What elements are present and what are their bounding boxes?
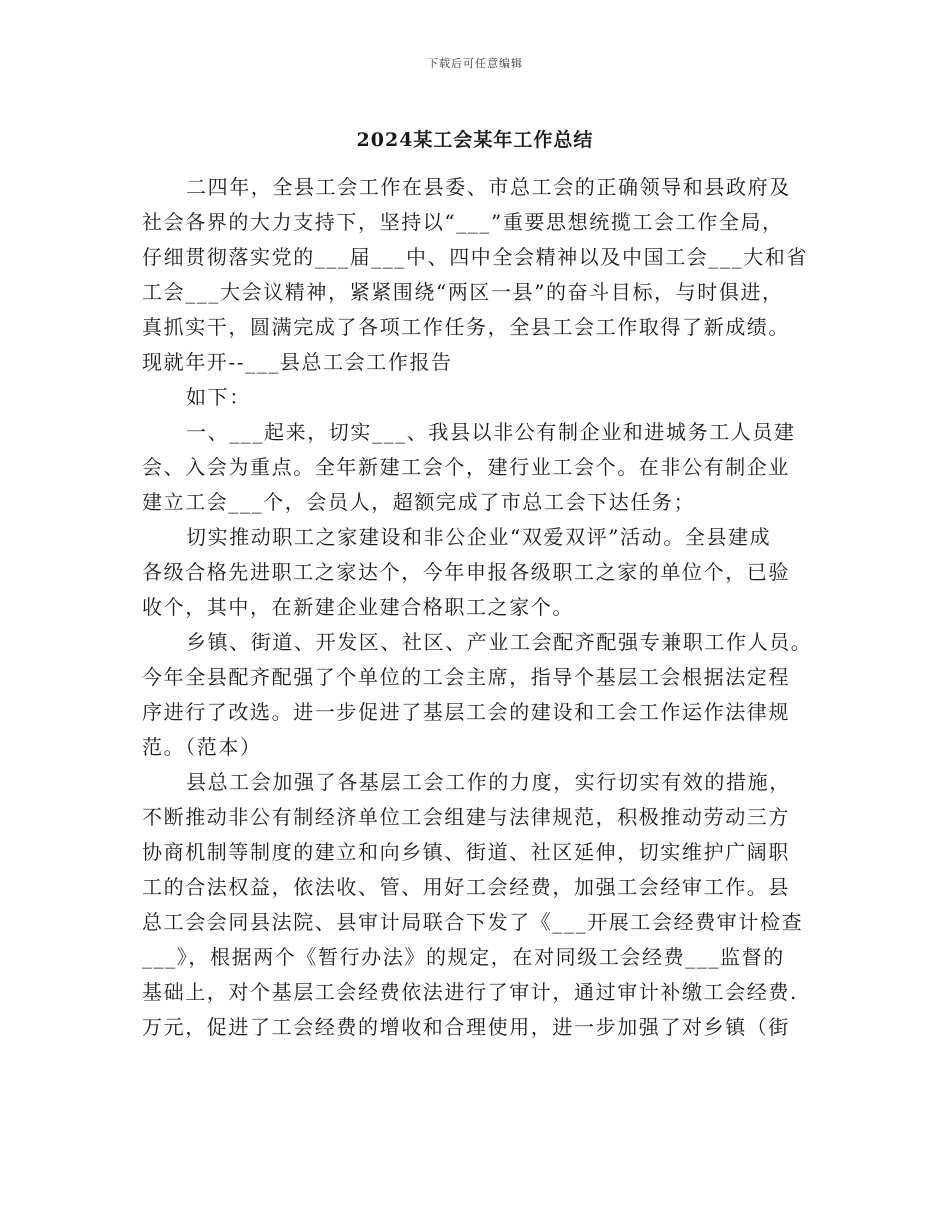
text-line: 一、___起来，切实___、我县以非公有制企业和进城务工人员建 xyxy=(186,420,796,444)
text-line: 各级合格先进职工之家达个，今年申报各级职工之家的单位个，已验 xyxy=(142,560,790,584)
text-line: 如下： xyxy=(186,385,251,409)
text-line: 范。（范本） xyxy=(142,735,262,759)
text-line: 社会各界的大力支持下，坚持以“___”重要思想统揽工会工作全局， xyxy=(142,210,784,234)
text-line: 建立工会___个，会员人，超额完成了市总工会下达任务； xyxy=(142,490,696,514)
text-line: 万元，促进了工会经费的增收和合理使用，进一步加强了对乡镇（街 xyxy=(142,1015,790,1039)
text-line: 今年全县配齐配强了个单位的工会主席，指导个基层工会根据法定程 xyxy=(142,665,790,689)
text-line: 会、入会为重点。全年新建工会个，建行业工会个。在非公有制企业 xyxy=(142,455,790,479)
text-line: 现就年开--___县总工会工作报告 xyxy=(142,350,453,374)
text-line: 协商机制等制度的建立和向乡镇、街道、社区延伸，切实维护广阔职 xyxy=(142,840,790,864)
text-line: 基础上，对个基层工会经费依法进行了审计，通过审计补缴工会经费. xyxy=(142,980,798,1004)
text-line: 仔细贯彻落实党的___届___中、四中全会精神以及中国工会___大和省 xyxy=(142,245,808,269)
text-line: 乡镇、街道、开发区、社区、产业工会配齐配强专兼职工作人员。 xyxy=(186,630,813,654)
text-line: 二四年，全县工会工作在县委、市总工会的正确领导和县政府及 xyxy=(186,175,791,199)
header-note: 下载后可任意编辑 xyxy=(427,57,523,70)
document-body xyxy=(142,170,814,1045)
text-line: ___》，根据两个《暂行办法》的规定，在对同级工会经费___监督的 xyxy=(142,945,785,969)
text-line: 总工会会同县法院、县审计局联合下发了《___开展工会经费审计检查 xyxy=(142,910,804,934)
text-line: 工会___大会议精神，紧紧围绕“两区一县”的奋斗目标，与时俱进， xyxy=(142,280,784,304)
text-line: 工的合法权益，依法收、管、用好工会经费，加强工会经审工作。县 xyxy=(142,875,790,899)
text-line: 不断推动非公有制经济单位工会组建与法律规范，积极推动劳动三方 xyxy=(142,805,790,829)
text-line: 切实推动职工之家建设和非公企业“双爱双评”活动。全县建成 xyxy=(186,525,772,549)
document-title: 2024某工会某年工作总结 xyxy=(356,129,594,151)
text-line: 县总工会加强了各基层工会工作的力度，实行切实有效的措施， xyxy=(186,770,791,794)
text-line: 序进行了改选。进一步促进了基层工会的建设和工会工作运作法律规 xyxy=(142,700,790,724)
text-line: 真抓实干，圆满完成了各项工作任务，全县工会工作取得了新成绩。 xyxy=(142,315,790,339)
text-line: 收个，其中，在新建企业建合格职工之家个。 xyxy=(142,595,574,619)
